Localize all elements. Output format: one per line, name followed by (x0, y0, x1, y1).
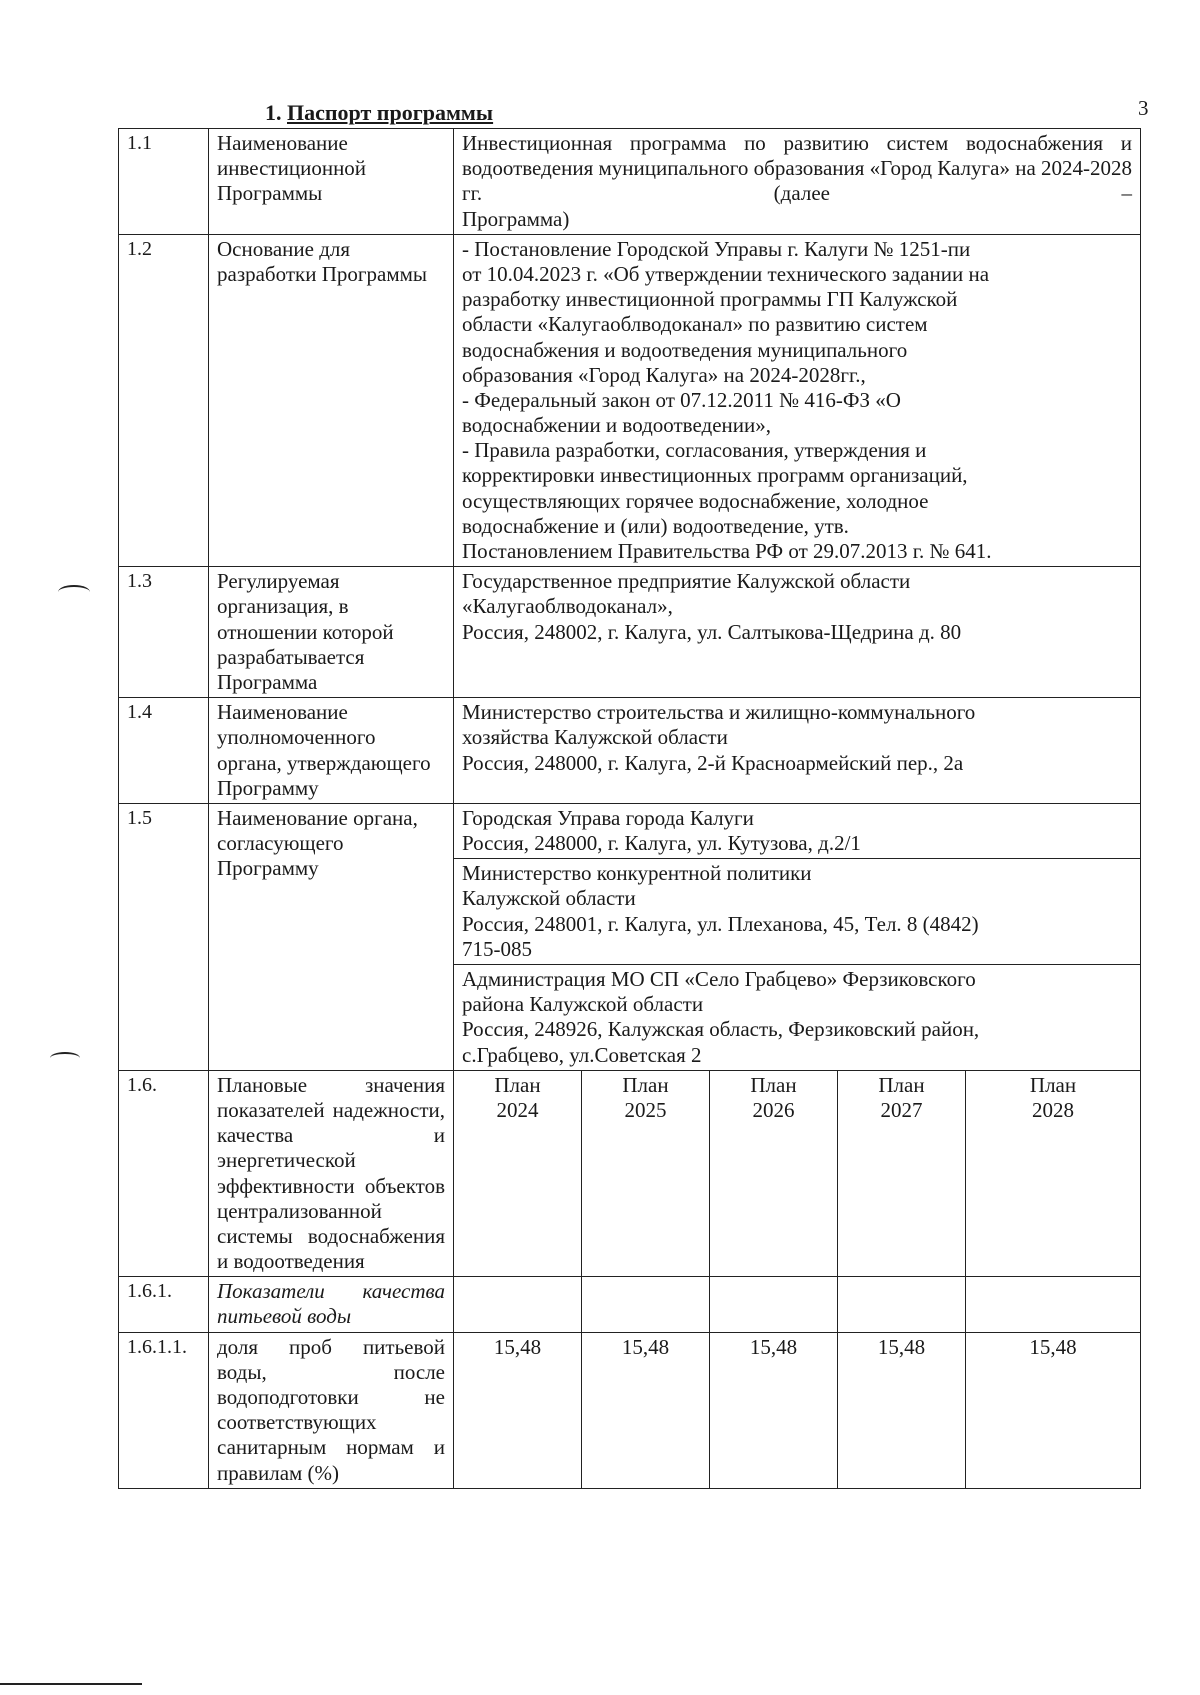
row-value: Государственное предприятие Калужской области «Калугаоблводоканал», Россия, 248002, г. Калуга, ул. Салтыкова-Щедрина д. 80 (454, 567, 1141, 698)
empty-cell (710, 1277, 838, 1332)
row-label: Наименование инвестиционной Программы (209, 129, 454, 235)
table-row (119, 567, 1141, 698)
value-2024: 15,48 (454, 1332, 582, 1488)
empty-cell (582, 1277, 710, 1332)
row-value: - Постановление Городской Управы г. Калуги № 1251-пи от 10.04.2023 г. «Об утверждении технического задании на разработку инвестиционной программы ГП Калужской области «Калугаоблводоканал» по развитию систем водоснабжения и водоотведения муниципального образования «Город Калуга» на 2024-2028гг., - Федеральный закон от 07.12.2011 № 416-ФЗ «О водоснабжении и водоотведении», - Правила разработки, согласования, утверждения и корректировки инвестиционных программ организаций, осуществляющих горячее водоснабжение, холодное водоснабжение и (или) водоотведение, утв. Постановлением Правительства РФ от 29.07.2013 г. № 641. (454, 234, 1141, 566)
row-label: Плановые значения показателей надежности, качества и энергетической эффективности объектов централизованной системы водоснабжения и водоотведения (209, 1070, 454, 1277)
row-number: 1.6. (119, 1070, 209, 1277)
table-row (119, 1332, 1141, 1488)
table-row (119, 129, 1141, 235)
row-number: 1.1 (119, 129, 209, 235)
page-title (265, 100, 493, 126)
row-number: 1.5 (119, 803, 209, 1070)
table-row (119, 1070, 1141, 1277)
row-label: Основание для разработки Программы (209, 234, 454, 566)
row-value: Министерство строительства и жилищно-коммунального хозяйства Калужской области Россия, 248000, г. Калуга, 2-й Красноармейский пер., 2а (454, 698, 1141, 804)
org-village-administration: Администрация МО СП «Село Грабцево» Ферзиковского района Калужской области Россия, 248926, Калужская область, Ферзиковский район, с.Грабцево, ул.Советская 2 (454, 965, 1141, 1071)
row-value: Инвестиционная программа по развитию систем водоснабжения и водоотведения муниципального образования «Город Калуга» на 2024-2028 гг. (далее – Программа) (454, 129, 1141, 235)
row-label: Показатели качества питьевой воды (209, 1277, 454, 1332)
table-row (119, 803, 1141, 858)
page-number: 3 (1138, 96, 1149, 120)
row-label: доля проб питьевой воды, после водоподготовки не соответствующих санитарным нормам и правилам (%) (209, 1332, 454, 1488)
empty-cell (454, 1277, 582, 1332)
empty-cell (838, 1277, 966, 1332)
value-2026: 15,48 (710, 1332, 838, 1488)
table-row (119, 1277, 1141, 1332)
passport-table (118, 128, 1141, 1489)
org-city-administration: Городская Управа города Калуги Россия, 248000, г. Калуга, ул. Кутузова, д.2/1 (454, 803, 1141, 858)
value-2028: 15,48 (966, 1332, 1141, 1488)
value-2025: 15,48 (582, 1332, 710, 1488)
row-number: 1.4 (119, 698, 209, 804)
scan-artifact-mark (58, 585, 90, 599)
org-competition-ministry: Министерство конкурентной политики Калужской области Россия, 248001, г. Калуга, ул. Плеханова, 45, Тел. 8 (4842) 715-085 (454, 859, 1141, 965)
row-number: 1.2 (119, 234, 209, 566)
plan-header-2028: План 2028 (966, 1070, 1141, 1277)
row-number: 1.6.1. (119, 1277, 209, 1332)
table-row (119, 698, 1141, 804)
value-2027: 15,48 (838, 1332, 966, 1488)
plan-header-2024: План 2024 (454, 1070, 582, 1277)
plan-header-2025: План 2025 (582, 1070, 710, 1277)
empty-cell (966, 1277, 1141, 1332)
footnote-rule (0, 1683, 142, 1685)
plan-header-2026: План 2026 (710, 1070, 838, 1277)
plan-header-2027: План 2027 (838, 1070, 966, 1277)
scan-artifact-mark (50, 1052, 80, 1064)
row-number: 1.6.1.1. (119, 1332, 209, 1488)
row-label: Наименование органа, согласующего Программу (209, 803, 454, 1070)
table-row (119, 234, 1141, 566)
row-label: Наименование уполномоченного органа, утверждающего Программу (209, 698, 454, 804)
row-label: Регулируемая организация, в отношении которой разрабатывается Программа (209, 567, 454, 698)
row-number: 1.3 (119, 567, 209, 698)
title-number: 1. (265, 100, 282, 125)
title-text: Паспорт программы (287, 100, 494, 125)
